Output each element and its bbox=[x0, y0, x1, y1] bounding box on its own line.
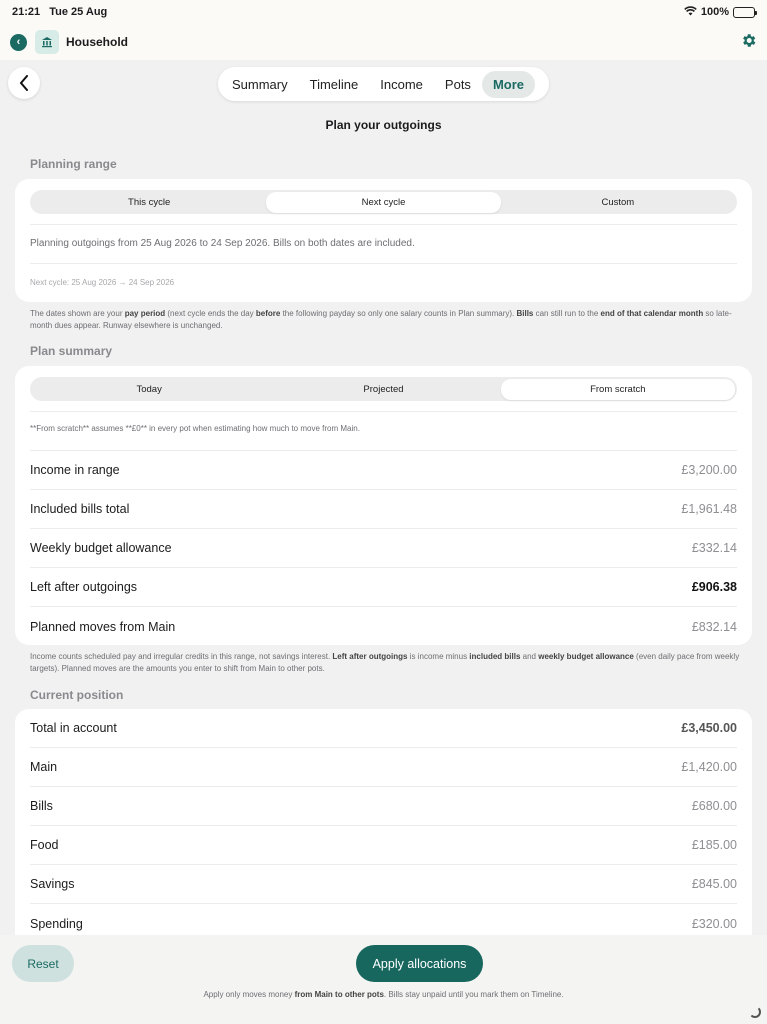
reset-button[interactable]: Reset bbox=[12, 945, 74, 982]
summary-mode-selector bbox=[30, 377, 737, 401]
option-this-cycle[interactable]: This cycle bbox=[128, 196, 171, 208]
planning-footnote: The dates shown are your pay period (next cycle ends the day before the following payday so only one salary counts in Plan summary). Bills can still run to the end of that calendar month so late-month dues appear. Runway elsewhere is unchanged. bbox=[30, 309, 732, 330]
position-row-spending: Spending £320.00 bbox=[30, 916, 737, 931]
option-from-scratch[interactable]: From scratch bbox=[501, 379, 735, 400]
status-left bbox=[12, 6, 113, 18]
loading-spinner-icon bbox=[749, 1006, 761, 1018]
plan-summary-card bbox=[15, 366, 752, 645]
option-custom[interactable]: Custom bbox=[601, 196, 635, 208]
gear-icon[interactable] bbox=[740, 32, 757, 52]
back-button[interactable] bbox=[8, 67, 40, 99]
app-bar bbox=[0, 24, 767, 60]
planning-range-card bbox=[15, 179, 752, 302]
apply-allocations-button[interactable]: Apply allocations bbox=[356, 945, 483, 982]
status-time: 21:21 bbox=[12, 6, 41, 18]
current-position-card bbox=[15, 709, 752, 949]
cycle-note: Next cycle: 25 Aug 2026 → 24 Sep 2026 bbox=[30, 278, 175, 287]
page-title: Plan your outgoings bbox=[325, 118, 442, 132]
position-row-food: Food £185.00 bbox=[30, 826, 737, 865]
position-row-main: Main £1,420.00 bbox=[30, 748, 737, 787]
option-next-cycle[interactable]: Next cycle bbox=[266, 192, 500, 213]
status-bar bbox=[0, 0, 767, 24]
tab-pots[interactable]: Pots bbox=[444, 76, 471, 92]
battery-percent: 100% bbox=[700, 6, 729, 18]
summary-row-left-after: Left after outgoings £906.38 bbox=[30, 568, 737, 607]
summary-row-income: Income in range £3,200.00 bbox=[30, 451, 737, 490]
apply-note: Apply only moves money from Main to other pots. Bills stay unpaid until you mark them on Timeline. bbox=[203, 990, 564, 999]
tab-timeline[interactable]: Timeline bbox=[309, 76, 359, 92]
summary-row-planned-moves: Planned moves from Main £832.14 bbox=[30, 619, 737, 634]
summary-row-weekly-budget: Weekly budget allowance £332.14 bbox=[30, 529, 737, 568]
plan-summary-label: Plan summary bbox=[30, 344, 113, 358]
from-scratch-note: **From scratch** assumes **£0** in every pot when estimating how much to move from Main. bbox=[30, 424, 360, 433]
position-row-savings: Savings £845.00 bbox=[30, 865, 737, 904]
wifi-icon bbox=[684, 6, 697, 19]
chevron-left-icon[interactable]: ‹ bbox=[10, 34, 27, 51]
bank-icon bbox=[35, 30, 59, 54]
planning-range-selector bbox=[30, 190, 737, 214]
option-today[interactable]: Today bbox=[136, 383, 162, 395]
position-row-total: Total in account £3,450.00 bbox=[30, 709, 737, 748]
summary-footnote: Income counts scheduled pay and irregular credits in this range, not savings interest. Left after outgoings is income minus included bills and weekly budget allowance (even daily pace from weekly targets). Planned moves are the amounts you enter to shift from Main to other pots. bbox=[30, 652, 740, 673]
planning-description: Planning outgoings from 25 Aug 2026 to 24 Sep 2026. Bills on both dates are included. bbox=[30, 238, 415, 249]
household-title: Household bbox=[66, 35, 128, 49]
position-row-bills: Bills £680.00 bbox=[30, 787, 737, 826]
status-right bbox=[684, 6, 755, 19]
tab-income[interactable]: Income bbox=[380, 76, 423, 92]
planning-range-label: Planning range bbox=[30, 157, 117, 171]
tab-more[interactable]: More bbox=[482, 71, 535, 98]
current-position-label: Current position bbox=[30, 688, 124, 702]
summary-row-bills: Included bills total £1,961.48 bbox=[30, 490, 737, 529]
tab-summary[interactable]: Summary bbox=[232, 76, 288, 92]
battery-icon bbox=[733, 7, 755, 18]
status-date: Tue 25 Aug bbox=[49, 6, 108, 18]
tab-bar bbox=[218, 67, 549, 101]
option-projected[interactable]: Projected bbox=[363, 383, 404, 395]
